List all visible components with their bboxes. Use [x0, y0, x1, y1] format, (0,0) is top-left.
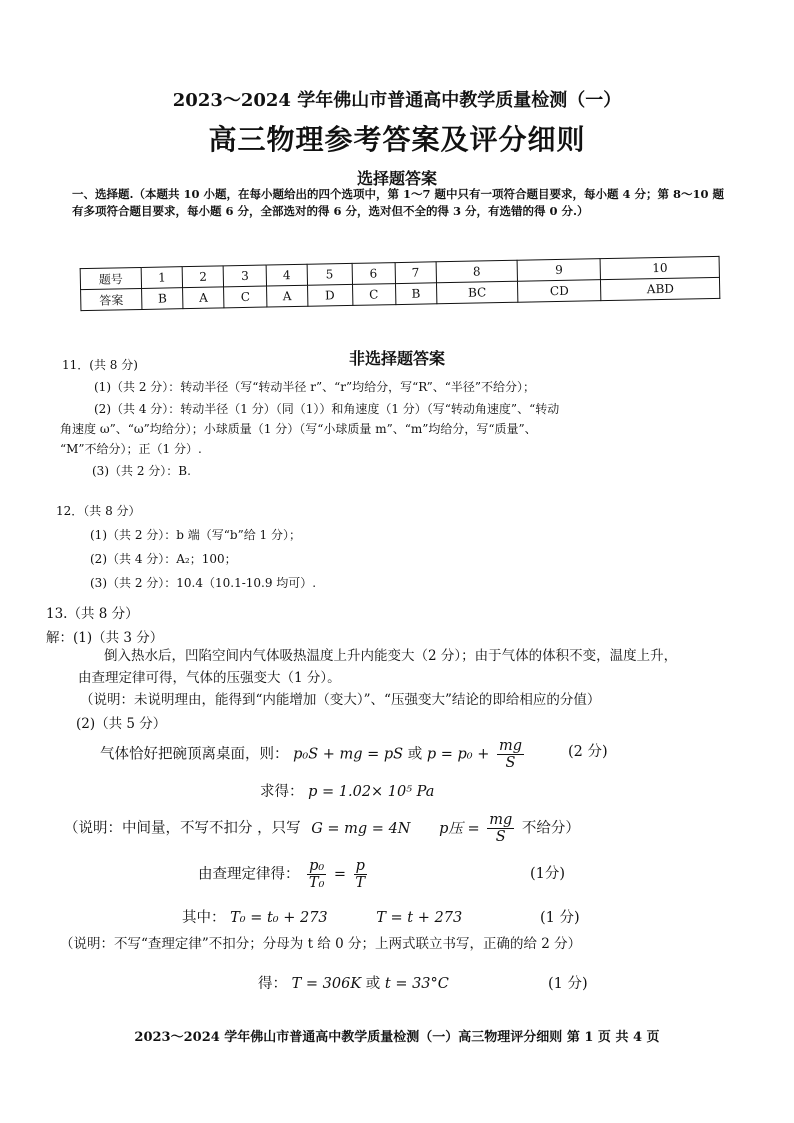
- nonchoice-section-heading: 非选择题答案: [348, 349, 445, 368]
- answer-table: [80, 256, 721, 311]
- q12-part2: (2)（共 4 分）：A₂；100；: [90, 552, 237, 566]
- note2-fraction: [487, 812, 514, 845]
- eq1-numerator: mg: [498, 738, 523, 754]
- eq1-or: 或: [407, 746, 423, 763]
- eq5-or: 或: [365, 976, 381, 992]
- answer-cell: B: [142, 288, 184, 310]
- page-footer: 2023～2024 学年佛山市普通高中教学质量检测（一）高三物理评分细则 第 1 页 共 4 页: [134, 1030, 660, 1045]
- eq2-result: p = 1.02× 10⁵ Pa: [308, 784, 435, 800]
- row-label-answer: 答案: [81, 288, 142, 310]
- q-cell: 10: [601, 256, 720, 279]
- q11-part2-line3: “M”不给分）；正（1 分）.: [60, 442, 202, 456]
- eq3-left-fraction: [307, 858, 326, 891]
- q13-heading: 13.（共 8 分）: [46, 606, 139, 622]
- eq3-left-denominator: T₀: [308, 875, 325, 891]
- eq1-alt: p = p₀ +: [426, 746, 490, 763]
- eq1-denominator: S: [505, 755, 516, 771]
- answer-cell: D: [307, 284, 352, 306]
- q-cell: 8: [436, 260, 517, 283]
- q13-equation-2: [260, 780, 434, 801]
- q13-note1: （说明：未说明理由，能得到“内能增加（变大）”、“压强变大”结论的即给相应的分值）: [80, 692, 601, 708]
- q-cell: 3: [223, 265, 266, 287]
- eq4-part-a: T₀ = t₀ + 273: [230, 910, 328, 926]
- note2-numerator: mg: [489, 812, 513, 828]
- eq3-right-denominator: T: [355, 875, 366, 891]
- q13-note3: （说明：不写“查理定律”不扣分；分母为 t 给 0 分；上两式联立书写，正确的给 2 分）: [60, 936, 582, 952]
- eq3-equals: =: [333, 866, 346, 883]
- note2-prefix: （说明：中间量，不写不扣分 ，只写: [64, 820, 301, 837]
- eq3-right-fraction: [354, 858, 367, 891]
- q13-text-line1: 倒入热水后，凹陷空间内气体吸热温度上升内能变大（2 分）；由于气体的体积不变，温度上升，: [104, 648, 678, 664]
- q13-equation-4: [182, 906, 462, 927]
- eq1-main: p₀S + mg = pS: [293, 746, 404, 763]
- answer-cell: ABD: [601, 277, 720, 300]
- eq1-fraction: [497, 738, 524, 771]
- document-title: 高三物理参考答案及评分细则: [208, 123, 586, 156]
- answer-cell: CD: [517, 280, 601, 303]
- exam-title: 2023～2024 学年佛山市普通高中教学质量检测（一）: [172, 90, 622, 111]
- q13-equation-5: [258, 972, 449, 993]
- q11-heading: 11．(共 8 分): [62, 358, 138, 372]
- q-cell: 2: [183, 266, 224, 288]
- note2-denominator: S: [495, 829, 506, 845]
- eq5-score: (1 分): [548, 976, 588, 992]
- answer-cell: C: [352, 284, 395, 306]
- eq1-prefix: 气体恰好把碗顶离桌面，则：: [100, 746, 289, 763]
- eq1-score: (2 分): [568, 744, 608, 760]
- eq3-score: (1分): [530, 866, 566, 882]
- q13-text-line2: 由查理定律可得，气体的压强变大（1 分）。: [78, 670, 341, 686]
- choice-instructions: 一、选择题.（本题共 10 小题，在每小题给出的四个选项中，第 1～7 题中只有一项符合题目要求，每小题 4 分；第 8～10 题有多项符合题目要求，每小题 6 分，全部选对的得 6 分，选对但不全的得 3 分，有选错的得 0 分.）: [72, 187, 725, 218]
- q13-solution-part1: 解：(1)（共 3 分）: [46, 630, 164, 646]
- q13-solution-part2: (2)（共 5 分）: [76, 716, 167, 732]
- eq5-part-b: t = 33°C: [384, 976, 449, 992]
- choice-section-heading: 选择题答案: [356, 169, 437, 188]
- q13-equation-1: [100, 738, 527, 771]
- q-cell: 7: [395, 262, 437, 284]
- eq2-prefix: 求得：: [260, 784, 304, 800]
- answer-cell: C: [224, 286, 267, 308]
- note2-suffix: 不给分）: [521, 820, 580, 837]
- q-cell: 5: [307, 263, 352, 285]
- answer-cell: BC: [436, 281, 517, 304]
- eq4-prefix: 其中：: [182, 910, 226, 926]
- eq4-part-b: T = t + 273: [376, 910, 463, 926]
- q-cell: 6: [352, 263, 395, 285]
- note2-equation: G = mg = 4N: [311, 820, 411, 837]
- eq5-part-a: T = 306K: [291, 976, 362, 992]
- q12-part3: (3)（共 2 分）：10.4（10.1-10.9 均可）.: [90, 576, 317, 590]
- q11-part2-line1: (2)（共 4 分）：转动半径（1 分）（同（1））和角速度（1 分）（写“转动角速度”、“转动: [94, 402, 560, 416]
- q12-part1: (1)（共 2 分）：b 端（写“b”给 1 分）；: [90, 528, 301, 542]
- eq3-right-numerator: p: [355, 858, 365, 874]
- q12-heading: 12．（共 8 分）: [56, 504, 141, 518]
- q-cell: 4: [266, 264, 307, 286]
- q-cell: 1: [141, 267, 183, 289]
- q11-part3: (3)（共 2 分）：B.: [92, 464, 191, 478]
- eq4-score: (1 分): [540, 910, 580, 926]
- answer-cell: A: [183, 287, 224, 309]
- eq3-left-numerator: p₀: [309, 858, 325, 874]
- eq3-prefix: 由查理定律得：: [198, 866, 300, 883]
- note2-pressure: p压 =: [439, 820, 480, 837]
- row-label-question: 题号: [80, 267, 141, 289]
- answer-cell: B: [395, 283, 437, 305]
- q-cell: 9: [517, 259, 601, 282]
- q11-part2-line2: 角速度 ω”、“ω”均给分）；小球质量（1 分）（写“小球质量 m”、“m”均给分，写“质量”、: [60, 422, 537, 436]
- q13-equation-3: [198, 858, 370, 891]
- q13-note2: [64, 812, 580, 845]
- q11-part1: (1)（共 2 分）：转动半径（写“转动半径 r”、“r”均给分，写“R”、“半径”不给分）；: [94, 380, 536, 394]
- answer-cell: A: [267, 285, 308, 307]
- eq5-prefix: 得：: [258, 976, 287, 992]
